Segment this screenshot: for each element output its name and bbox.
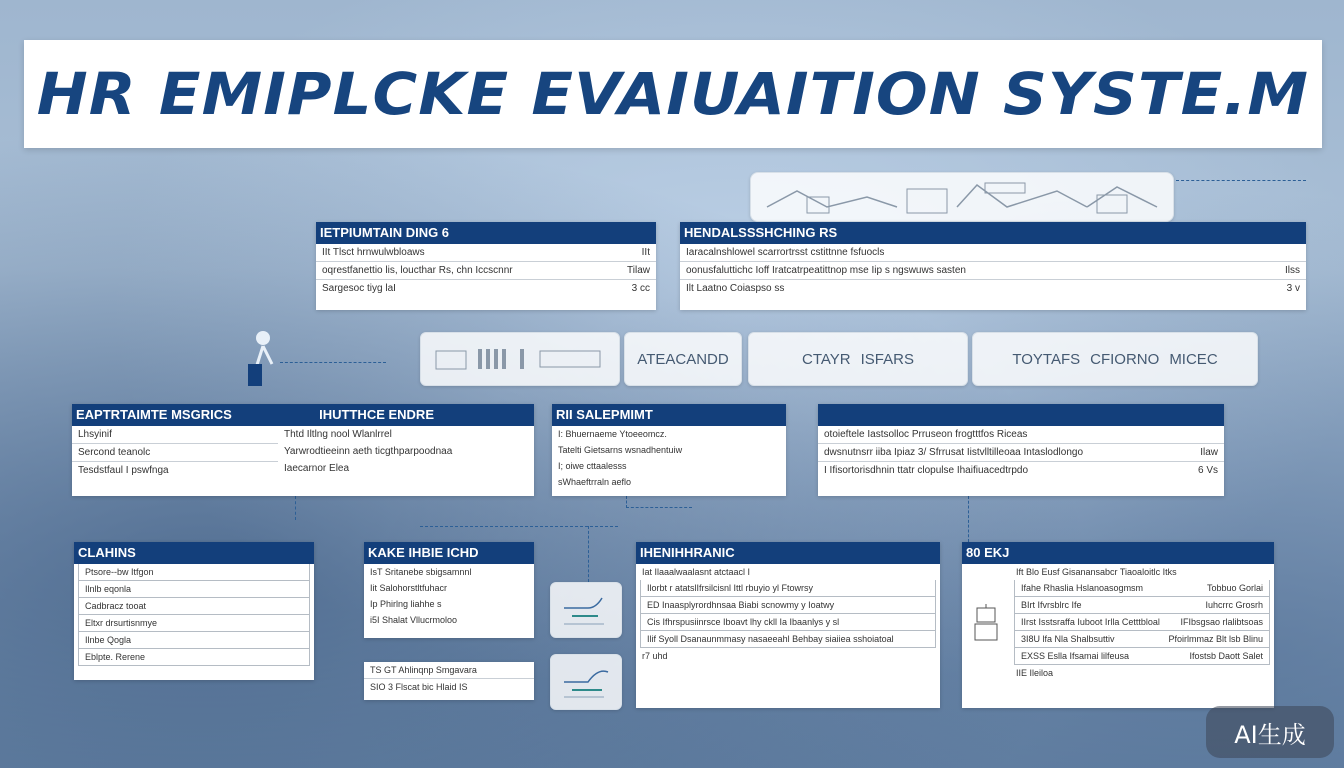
card-row: IIt Tlsct hrnwulwbloaws IIt: [316, 244, 656, 262]
page-title: HR EMIPLCKE EVAIUAITION SYSTE.M: [36, 60, 1310, 128]
card-row: Yarwrodtieeinn aeth ticgthparpoodnaa: [284, 446, 453, 457]
tile-chart-a: [420, 332, 620, 386]
card-title: IHENIHHRANIC: [636, 542, 940, 564]
connector-line: [968, 496, 969, 542]
card-row: sWhaeftrraln aeflo: [558, 477, 632, 487]
card-salepmimt: [552, 404, 786, 496]
card-row: Iaracalnshlowel scarrortrsst cstittnne fsfuocls: [680, 244, 1306, 262]
table-row: Cadbracz tooat: [78, 598, 310, 615]
table-row: Ift Blo Eusf Gisanansabcr Tiaoaloitlc Itks: [1016, 567, 1177, 577]
table-row: Ilorbt r atatslIfrsilcisnl Ittl rbuyio yl Ftowrsy: [640, 580, 936, 597]
card-row: Iaecarnor Elea: [284, 463, 350, 474]
card-top-left: [316, 222, 656, 310]
card-row: IsT Sritanebe sbigsamnnl: [370, 567, 472, 577]
card-row: Sercond teanolc: [72, 444, 278, 462]
table-row: IIE Ileiloa: [1016, 668, 1054, 678]
connector-line: [1176, 180, 1306, 181]
card-row: Tesdstfaul I pswfnga: [78, 465, 169, 476]
card-row: Iit Salohorstltfuhacr: [370, 583, 448, 593]
card-title: EAPTRTAIMTE MSGRICS IHUTTHCE ENDRE: [72, 404, 534, 426]
connector-line: [588, 526, 589, 582]
table-row: Iat Ilaaalwaalasnt atctaacl I: [642, 567, 751, 577]
table-row: EXSS Eslla Ifsamai lilfeusa Ifostsb Daott Salet: [1014, 648, 1270, 665]
card-title: RII SALEPMIMT: [552, 404, 786, 426]
card-row: I; oiwe cttaalesss: [558, 461, 627, 471]
card-row: I: Bhuernaeme Ytoeeomcz.: [558, 429, 667, 439]
table-row: r7 uhd: [642, 651, 668, 661]
table-row: 3I8U lfa Nla Shalbsuttiv Pfoirlmmaz Blt lsb Blinu: [1014, 631, 1270, 648]
mini-chart-tile: [550, 582, 622, 638]
card-row: Ilt Laatno Coiaspso ss 3 v: [686, 283, 1300, 294]
table-row: Ptsore--bw Itfgon: [78, 564, 310, 581]
table-row: Ifahe Rhaslia Hslanoasogmsm Tobbuo Gorlai: [1014, 580, 1270, 597]
table-row: BIrt Ifvrsblrc Ife Iuhcrrc Grosrh: [1014, 597, 1270, 614]
table-row: Ilnbe Qogla: [78, 632, 310, 649]
card-row: I Ifisortorisdhnin ttatr clopulse Ihaifiuacedtrpdo 6 Vs: [824, 465, 1218, 476]
connector-line: [295, 496, 296, 520]
person-icon: [246, 328, 280, 393]
tile-ctayr: CTAYR ISFARS: [748, 332, 968, 386]
buildings-sketch-icon: [757, 177, 1167, 217]
card-row: dwsnutnsrr iiba Ipiaz 3/ Sfrrusat Iistvlltilleoaa Intaslodlongo Ilaw: [818, 444, 1224, 462]
table-row: Cis Ifhrspusiinrsce Iboavt lhy ckll Ia Ibaanlys y sl: [640, 614, 936, 631]
card-row: Sargesoc tiyg laI 3 cc: [322, 283, 650, 294]
card-80-ekj: [962, 542, 1274, 708]
connector-line: [280, 362, 386, 363]
card-row: SIO 3 Flscat bic Hlaid IS: [370, 682, 468, 692]
card-row: Lhsyinif: [72, 426, 278, 444]
ai-generated-badge: AI生成: [1206, 706, 1334, 758]
table-row: Ilnlb eqonla: [78, 581, 310, 598]
card-top-right: [680, 222, 1306, 310]
card-title: CLAHINS: [74, 542, 314, 564]
card-kake: [364, 542, 534, 638]
line-chart-icon: [558, 590, 614, 630]
card-process: [818, 404, 1224, 496]
card-row: otoieftele Iastsolloc Prruseon frogtttfos Riceas: [818, 426, 1224, 444]
table-row: ED Inaasplyrordhnsaa Biabi scnowmy y Ioatwy: [640, 597, 936, 614]
tile-ateacandd: ATEACANDD: [624, 332, 742, 386]
card-row: Thtd Iltlng nool Wlanlrrel: [284, 429, 392, 440]
card-title: [818, 404, 1224, 426]
card-row: i5I Shalat Vllucrmoloo: [370, 615, 458, 625]
robot-icon: [962, 564, 1010, 684]
table-row: Ilif Syoll Dsanaunmmasy nasaeeahl Behbay siaiiea sshoiatoal: [640, 631, 936, 648]
card-row: Ip Phirlng liahhe s: [370, 599, 442, 609]
card-metrics: [72, 404, 534, 496]
thumbnail-strip: [750, 172, 1174, 222]
table-row: IIrst Isstsraffa Iuboot Irlla Cetttbloal IFIbsgsao rlalibtsoas: [1014, 614, 1270, 631]
card-kake-footer: [364, 662, 534, 700]
card-row: TS GT Ahlinqnp Smgavara: [364, 662, 534, 679]
connector-line: [626, 507, 692, 508]
title-banner: [24, 40, 1322, 148]
tile-tofafs: TOYTAFS CFIORNO MICEC: [972, 332, 1258, 386]
card-title: KAKE IHBIE ICHD: [364, 542, 534, 564]
mini-chart-tile: [550, 654, 622, 710]
card-row: Tatelti Gietsarns wsnadhentuiw: [558, 445, 683, 455]
card-row: oonusfaluttichc Ioff Iratcatrpeatittnop mse Iip s ngswuws sasten Ilss: [680, 262, 1306, 280]
card-ihenihhranic: [636, 542, 940, 708]
card-title: 80 EKJ: [962, 542, 1274, 564]
card-row: oqrestfanettio lis, loucthar Rs, chn Iccscnnr Tilaw: [316, 262, 656, 280]
bar-chart-icon: [430, 341, 610, 377]
card-title: HENDALSSSHCHING RS: [680, 222, 1306, 244]
table-row: Eltxr drsurtisnmye: [78, 615, 310, 632]
line-chart-icon: [558, 662, 614, 702]
table-row: Eblpte. Rerene: [78, 649, 310, 666]
card-clahins: [74, 542, 314, 680]
card-title: IETPIUMTAIN DING 6: [316, 222, 656, 244]
